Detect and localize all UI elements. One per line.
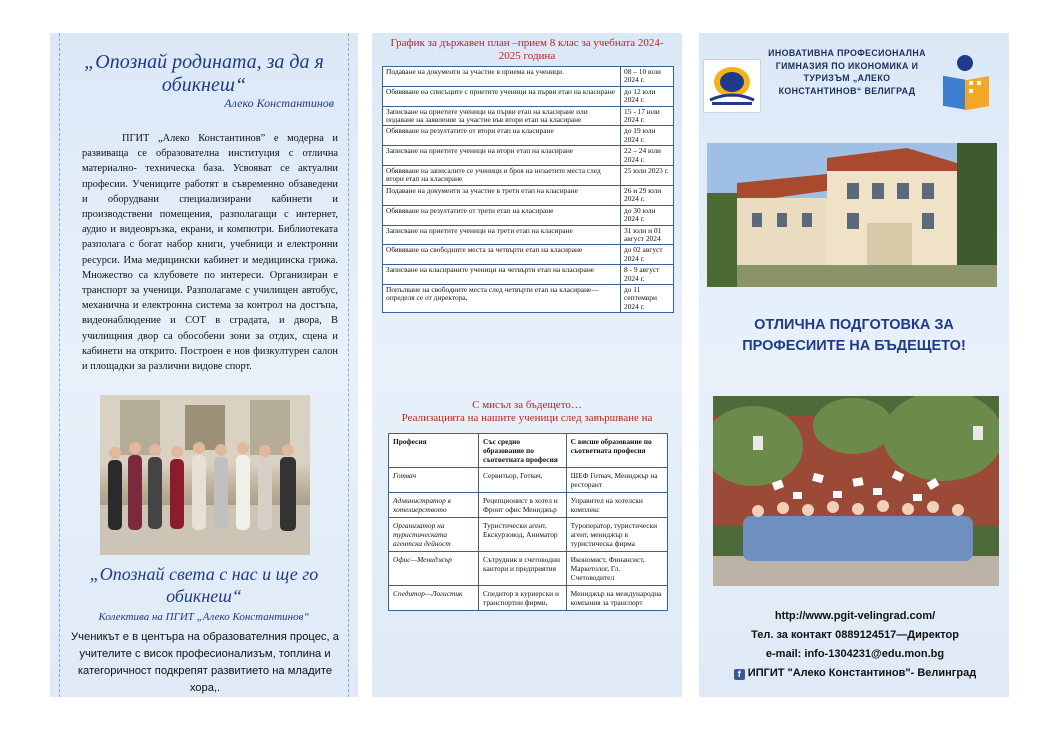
left-panel — [50, 33, 358, 697]
contact-block — [703, 607, 1007, 683]
secondary-ed-cell: Рецепционист в хотел и Фронт офис Мениджър — [479, 493, 567, 518]
table-header: Професия — [389, 434, 479, 468]
career-row — [389, 552, 668, 586]
schedule-stage: Обявяване на записалите се ученици и броя на незаетите места след втори етап на класиране — [383, 166, 621, 186]
schedule-row — [383, 106, 674, 126]
future-title: С мисъл за бъдещето… — [472, 399, 582, 411]
schedule-row — [383, 146, 674, 166]
schedule-stage: Обявяване на списъците с приетите ученици на първи етап на класиране — [383, 86, 621, 106]
slogan: ОТЛИЧНА ПОДГОТОВКА ЗА ПРОФЕСИИТЕ НА БЪДЕЩЕТО! — [742, 317, 966, 354]
career-paths-table — [388, 433, 668, 611]
graduates-photo — [713, 396, 999, 586]
secondary-ed-cell: Спедитор в куриерски и транспортни фирми, — [479, 586, 567, 611]
profession-cell: Готвач — [389, 468, 479, 493]
schedule-row — [383, 245, 674, 265]
higher-ed-cell: Управител на хотелски комплекс — [566, 493, 667, 518]
table-header: Със средно образование по съответната професия — [479, 434, 567, 468]
schedule-stage: Обявяване на резултатите от трети етап на класиране — [383, 205, 621, 225]
facebook-icon: f — [734, 669, 745, 680]
schedule-row — [383, 225, 674, 245]
schedule-date: до 12 юли 2024 г. — [621, 86, 674, 106]
schedule-stage: Обявяване на свободните места за четвърти етап на класиране — [383, 245, 621, 265]
team-quote-author: Колектива на ПГИТ „Алеко Константинов“ — [98, 611, 310, 623]
schedule-title: График за държавен план –прием 8 клас за учебната 2024-2025 година — [390, 37, 664, 62]
school-description: ПГИТ „Алеко Константинов” е модерна и развиваща се образователна институция с отлична материално- техническа база. Усвояват се актуални професии. Учениците работят в съвременно обзаведени и оборудвани специализирани кабинети и производствени помещения, разполагащи с интернет, аудио и видеовръзка, екрани, и компютри. Библиотеката разполага с богат набор книги, учебници и електронни ресурси. Има медицински кабинет и медицинска грижа. Множество са клубовете по интереси. Организиран е транспорт за ученици. Разполагаме с училищен автобус, механична и електронна система за контрол на достъпа, видеонаблюдение и СОТ в сградата, и двора, В училищния двор са обособени зони за отдих, сцена и кабинети на открито. Построен е нов физкултурен салон и площадки за различни видове спорт. — [82, 133, 338, 373]
motto-author: Алеко Константинов — [224, 96, 334, 110]
panel-border-right — [348, 33, 349, 697]
schedule-row — [383, 166, 674, 186]
schedule-row — [383, 205, 674, 225]
schedule-date: до 02 август 2024 г. — [621, 245, 674, 265]
schedule-row — [383, 265, 674, 285]
schedule-date: 25 юли 2023 г. — [621, 166, 674, 186]
schedule-date: до 11 септември 2024 г. — [621, 284, 674, 312]
school-building-photo — [707, 143, 997, 287]
staff-group-photo — [100, 395, 310, 555]
future-heading — [382, 399, 672, 425]
panel-border-left — [59, 33, 60, 697]
career-row — [389, 518, 668, 552]
higher-ed-cell: Мениджър на международна компания за транспорт — [566, 586, 667, 611]
website-link[interactable]: http://www.pgit-velingrad.com/ — [774, 610, 936, 622]
profession-cell: Офис—Мениджър — [389, 552, 479, 586]
admission-schedule-table — [382, 66, 674, 313]
team-quote: „Опознай света с нас и ще го обикнеш“ — [89, 564, 319, 606]
facebook-page-name: ИПГИТ "Алеко Константинов"- Велинград — [747, 667, 977, 679]
career-row — [389, 586, 668, 611]
schedule-stage: Попълване на свободните места след четвърти етап на класиране— определя се от директора, — [383, 284, 621, 312]
secondary-ed-cell: Сервитьор, Готвач, — [479, 468, 567, 493]
higher-ed-cell: Икономист, Финансист, Маркетолог, Гл. Счетоводител — [566, 552, 667, 586]
schedule-stage: Подаване на документи за участие в трети етап на класиране — [383, 185, 621, 205]
career-row — [389, 468, 668, 493]
schedule-row — [383, 67, 674, 87]
facebook-contact[interactable] — [703, 664, 1007, 683]
profession-cell: Администратор в хотелиерството — [389, 493, 479, 518]
email-contact[interactable]: e-mail: info-1304231@edu.mon.bg — [765, 648, 945, 660]
middle-panel — [372, 33, 682, 697]
schedule-stage: Обявяване на резултатите от втори етап на класиране — [383, 126, 621, 146]
schedule-stage: Подаване на документи за участие в приема на ученици. — [383, 67, 621, 87]
schedule-row — [383, 185, 674, 205]
higher-ed-cell: ШЕФ Готвач, Мениджър на ресторант — [566, 468, 667, 493]
schedule-row — [383, 126, 674, 146]
schedule-date: 08 – 10 юли 2024 г. — [621, 67, 674, 87]
schedule-stage: Записване на приетите ученици на втори етап на класиране — [383, 146, 621, 166]
schedule-date: 31 юли и 01 август 2024 — [621, 225, 674, 245]
table-header: С висше образование по съответната професия — [566, 434, 667, 468]
higher-ed-cell: Туроператор, туристически агент, мениджър в туристическа фирма — [566, 518, 667, 552]
schedule-date: до 19 юли 2024 г. — [621, 126, 674, 146]
schedule-date: 26 и 29 юли 2024 г. — [621, 185, 674, 205]
school-emblem-logo — [703, 59, 761, 113]
schedule-stage: Записване на приетите ученици на трети етап на класиране — [383, 225, 621, 245]
motto-quote: „Опознай родината, за да я обикнеш“ — [84, 51, 324, 96]
profession-cell: Организатор на туристическата агентска дейност — [389, 518, 479, 552]
career-row — [389, 493, 668, 518]
closing-statement: Ученикът е в центъра на образователния процес, а учителите с висок професионализъм, топлина и категоричност подкрепят развитието на младите хора,. — [71, 631, 339, 694]
right-panel — [699, 33, 1009, 697]
schedule-row — [383, 86, 674, 106]
schedule-date: 8 - 9 август 2024 г. — [621, 265, 674, 285]
secondary-ed-cell: Сътрудник в счетоводни кантори и предприятия — [479, 552, 567, 586]
profession-cell: Спедитор—Логистик — [389, 586, 479, 611]
schedule-stage: Записване на класираните ученици на четвърти етап на класиране — [383, 265, 621, 285]
innovation-logo — [939, 53, 995, 113]
schedule-row — [383, 284, 674, 312]
schedule-date: 15 - 17 юли 2024 г. — [621, 106, 674, 126]
school-name: ИНОВАТИВНА ПРОФЕСИОНАЛНА ГИМНАЗИЯ ПО ИКОНОМИКА И ТУРИЗЪМ „АЛЕКО КОНСТАНТИНОВ“ ВЕЛИГРАД — [768, 48, 926, 96]
schedule-stage: Записване на приетите ученици на първи етап на класиране или подаване на заявление за участие във втори етап на класиране — [383, 106, 621, 126]
secondary-ed-cell: Туристически агент, Екскурзовод, Аниматор — [479, 518, 567, 552]
phone-contact: Тел. за контакт 0889124517—Директор — [751, 629, 959, 641]
schedule-date: 22 – 24 юли 2024 г. — [621, 146, 674, 166]
schedule-date: до 30 юли 2024 г. — [621, 205, 674, 225]
realization-title: Реализацията на нашите ученици след завършване на — [401, 412, 653, 424]
